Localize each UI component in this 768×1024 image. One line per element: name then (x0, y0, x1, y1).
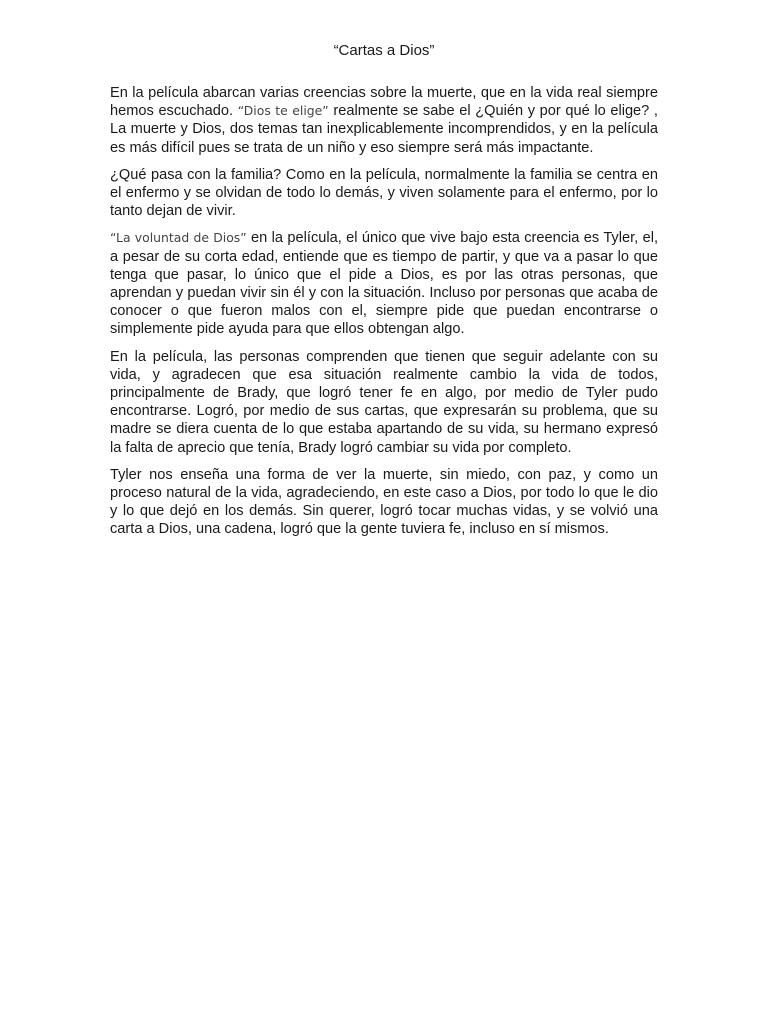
paragraph-1 (110, 84, 658, 157)
document-body (110, 84, 658, 548)
paragraph-3 (110, 229, 658, 338)
paragraph-5: Tyler nos enseña una forma de ver la muerte, sin miedo, con paz, y como un proceso natural de la vida, agradeciendo, en este caso a Dios, por todo lo que le dio y lo que dejó en los demás. Sin querer, logró tocar muchas vidas, y se volvió una carta a Dios, una cadena, logró que la gente tuviera fe, incluso en sí mismos. (110, 466, 658, 538)
document-title: “Cartas a Dios” (333, 42, 435, 59)
paragraph-1-text-end: realmente se sabe el ¿Quién y por qué lo elige? , La muerte y Dios, dos temas tan inexplicablemente incomprendidos, y en la película es más difícil pues se trata de un niño y eso siempre será más impactante. (110, 103, 658, 156)
quote-la-voluntad-de-dios: “La voluntad de Dios” (110, 230, 247, 246)
paragraph-2: ¿Qué pasa con la familia? Como en la película, normalmente la familia se centra en el enfermo y se olvidan de todo lo demás, y viven solamente para el enfermo, por lo tanto dejan de vivir. (110, 166, 658, 220)
paragraph-4: En la película, las personas comprenden que tienen que seguir adelante con su vida, y agradecen que esa situación realmente cambio la vida de todos, principalmente de Brady, que logró tener fe en algo, por medio de Tyler pudo encontrarse. Logró, por medio de sus cartas, que expresarán su problema, que su madre se diera cuenta de lo que estaba apartando de su vida, su hermano expresó la falta de aprecio que tenía, Brady logró cambiar su vida por completo. (110, 348, 658, 456)
paragraph-3-text: en la película, el único que vive bajo esta creencia es Tyler, el, a pesar de su corta edad, entiende que es tiempo de partir, y que va a pasar lo que tenga que pasar, lo único que el pide a Dios, es por las otras personas, que aprendan y puedan vivir sin él y con la situación. Incluso por personas que acaba de conocer o que fueron malos con el, siempre pide que puedan encontrarse o simplemente pide ayuda para que ellos obtengan algo. (110, 230, 659, 338)
paragraph-1-text-start: En la película abarcan varias creencias sobre la muerte, que en la vida real siempre hemos escuchado. (110, 85, 658, 120)
quote-dios-te-elige: “Dios te elige” (237, 103, 329, 119)
